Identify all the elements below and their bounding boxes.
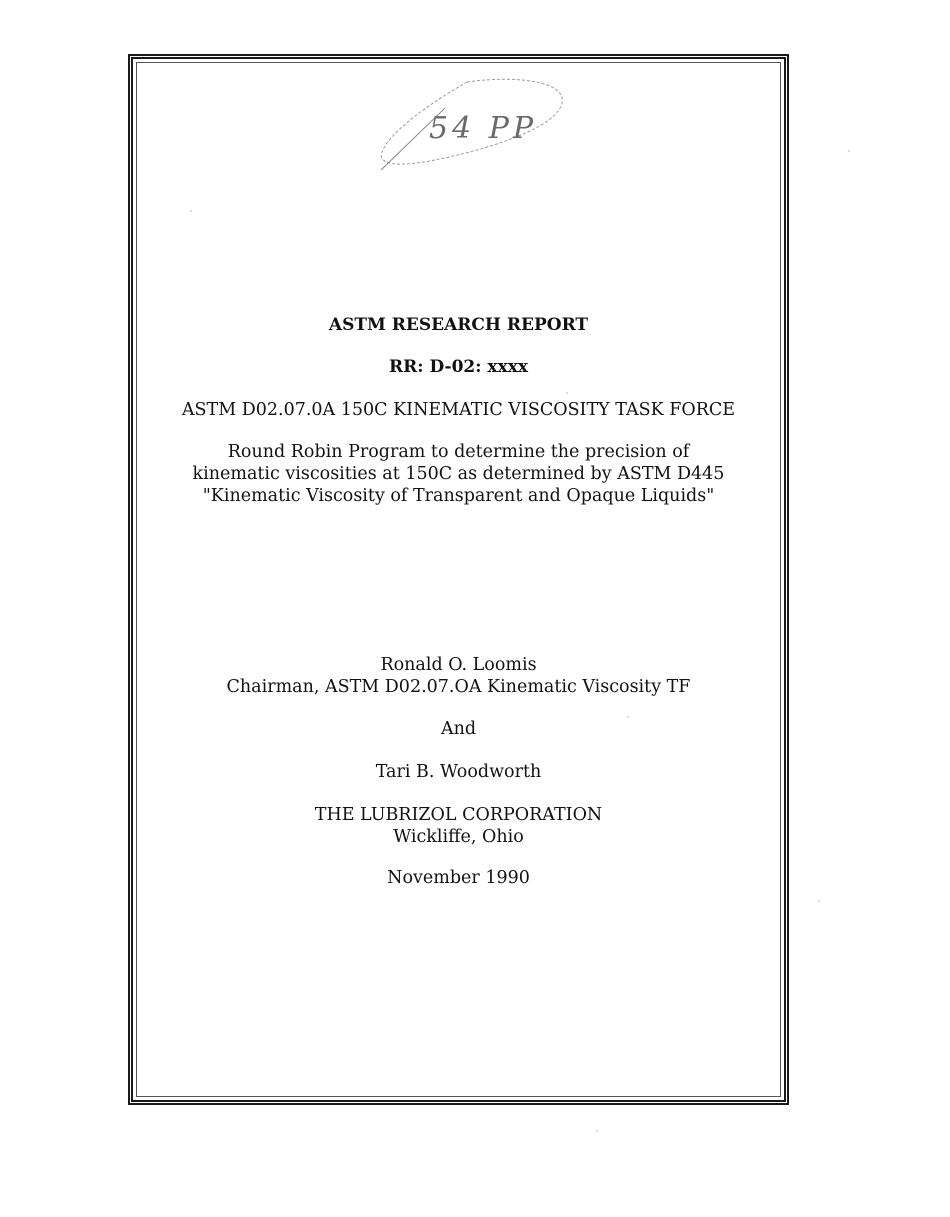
handwritten-text: 54 PP bbox=[429, 111, 538, 146]
conjunction-text: And bbox=[440, 719, 477, 739]
task-force-title bbox=[128, 399, 789, 421]
description-line: kinematic viscosities at 150C as determined by ASTM D445 bbox=[192, 464, 725, 484]
report-heading bbox=[128, 314, 789, 336]
organization-location: Wickliffe, Ohio bbox=[393, 827, 524, 847]
report-description bbox=[128, 441, 789, 507]
report-number bbox=[128, 356, 789, 378]
second-author bbox=[128, 761, 789, 783]
scan-speck bbox=[818, 900, 820, 902]
report-date bbox=[128, 867, 789, 889]
report-date-text: November 1990 bbox=[387, 868, 530, 888]
report-heading-text: ASTM RESEARCH REPORT bbox=[328, 315, 589, 335]
handwritten-page-count-drawing bbox=[375, 78, 575, 178]
task-force-title-text: ASTM D02.07.0A 150C KINEMATIC VISCOSITY TASK FORCE bbox=[181, 400, 736, 420]
organization-block bbox=[128, 804, 789, 848]
scan-speck bbox=[566, 392, 568, 394]
organization-name: THE LUBRIZOL CORPORATION bbox=[314, 805, 603, 825]
description-line: "Kinematic Viscosity of Transparent and Opaque Liquids" bbox=[202, 486, 715, 506]
author1-name: Ronald O. Loomis bbox=[380, 655, 537, 675]
handwritten-page-count bbox=[375, 78, 575, 178]
scan-speck bbox=[848, 150, 850, 152]
author-block bbox=[128, 654, 789, 698]
author-conjunction bbox=[128, 718, 789, 740]
page-border bbox=[128, 54, 789, 1105]
report-number-text: RR: D-02: xxxx bbox=[389, 357, 528, 377]
scan-speck bbox=[596, 1130, 598, 1132]
description-line: Round Robin Program to determine the precision of bbox=[227, 442, 690, 462]
scan-speck bbox=[190, 210, 192, 212]
author2-name: Tari B. Woodworth bbox=[375, 762, 542, 782]
author1-title: Chairman, ASTM D02.07.OA Kinematic Viscosity TF bbox=[226, 677, 691, 697]
